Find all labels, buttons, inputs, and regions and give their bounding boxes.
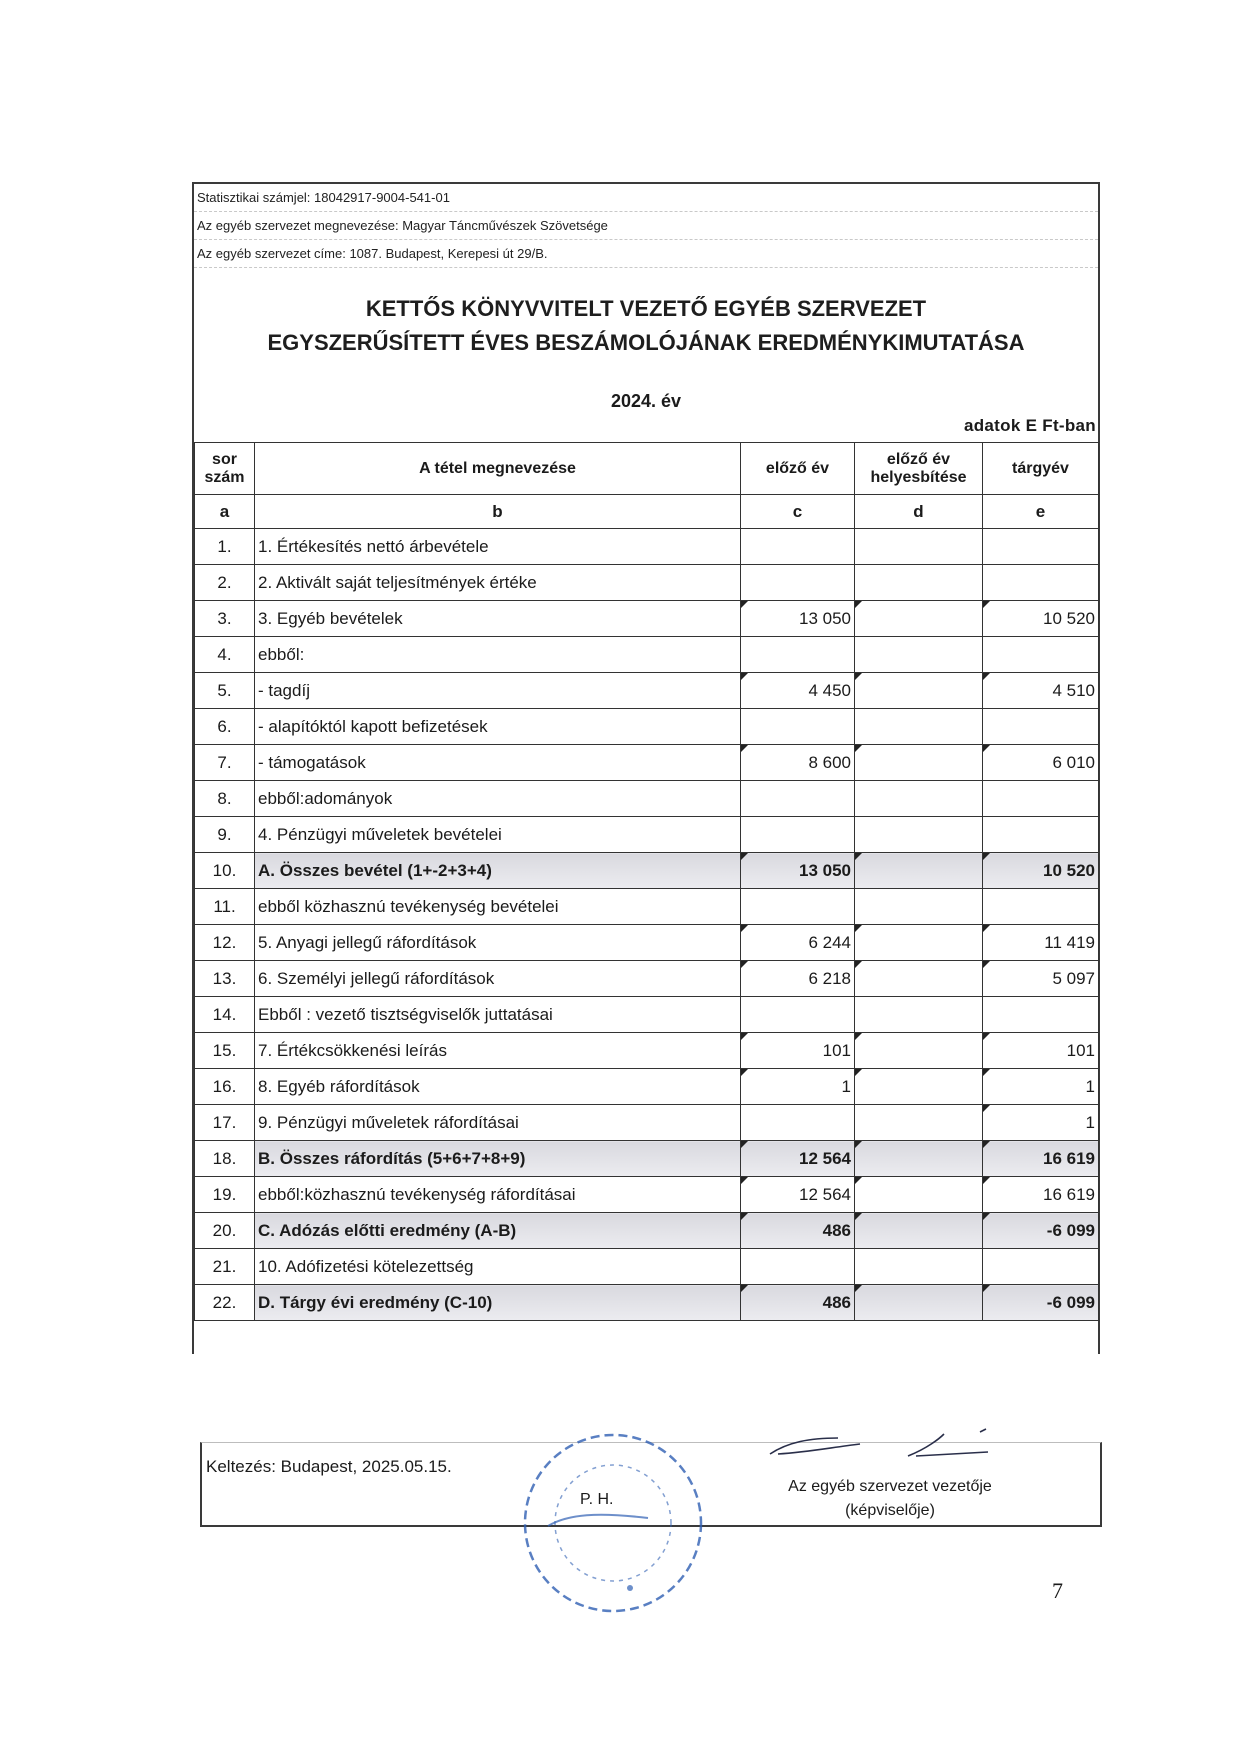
adjustment-value — [855, 925, 983, 961]
table-row — [195, 1141, 1099, 1177]
table-row — [195, 1069, 1099, 1105]
stat-number-line: Statisztikai számjel: 18042917-9004-541-01 — [194, 184, 1098, 212]
previous-year-value: 8 600 — [741, 745, 855, 781]
column-letter-b: b — [255, 495, 741, 529]
table-row — [195, 889, 1099, 925]
current-year-value — [983, 889, 1099, 925]
item-label: - alapítóktól kapott befizetések — [255, 709, 741, 745]
item-label: 2. Aktivált saját teljesítmények értéke — [255, 565, 741, 601]
table-row — [195, 1177, 1099, 1213]
adjustment-value — [855, 1141, 983, 1177]
page-number: 7 — [1052, 1578, 1063, 1603]
adjustment-value — [855, 529, 983, 565]
adjustment-value — [855, 853, 983, 889]
column-letter-row — [195, 495, 1099, 529]
table-row — [195, 925, 1099, 961]
statement-sheet — [192, 182, 1100, 1354]
previous-year-value — [741, 1249, 855, 1285]
current-year-value — [983, 529, 1099, 565]
column-header-adjustment — [855, 443, 983, 495]
previous-year-value: 12 564 — [741, 1141, 855, 1177]
organization-stamp — [508, 1418, 718, 1628]
adjustment-value — [855, 673, 983, 709]
row-number: 5. — [195, 673, 255, 709]
row-number: 17. — [195, 1105, 255, 1141]
table-row — [195, 997, 1099, 1033]
adjustment-value — [855, 1033, 983, 1069]
previous-year-value — [741, 529, 855, 565]
row-number: 3. — [195, 601, 255, 637]
adjustment-value — [855, 997, 983, 1033]
adjustment-value — [855, 889, 983, 925]
document-title-line-1: KETTŐS KÖNYVVITELT VEZETŐ EGYÉB SZERVEZET — [365, 296, 927, 321]
row-number: 13. — [195, 961, 255, 997]
current-year-value: 11 419 — [983, 925, 1099, 961]
column-header-current-year: tárgyév — [983, 443, 1099, 495]
current-year-value — [983, 997, 1099, 1033]
column-header-row-number — [195, 443, 255, 495]
item-label: - tagdíj — [255, 673, 741, 709]
previous-year-value — [741, 817, 855, 853]
adjustment-value — [855, 745, 983, 781]
table-row — [195, 1249, 1099, 1285]
column-letter-d: d — [855, 495, 983, 529]
previous-year-value: 486 — [741, 1213, 855, 1249]
current-year-value: 1 — [983, 1105, 1099, 1141]
row-number: 9. — [195, 817, 255, 853]
item-label: ebből:adományok — [255, 781, 741, 817]
current-year-value — [983, 565, 1099, 601]
adjustment-value — [855, 1213, 983, 1249]
item-label: 7. Értékcsökkenési leírás — [255, 1033, 741, 1069]
item-label: A. Összes bevétel (1+-2+3+4) — [255, 853, 741, 889]
previous-year-value: 6 244 — [741, 925, 855, 961]
table-row — [195, 601, 1099, 637]
org-name-line: Az egyéb szervezet megnevezése: Magyar Táncművészek Szövetsége — [194, 212, 1098, 240]
adjustment-value — [855, 961, 983, 997]
current-year-value: 16 619 — [983, 1141, 1099, 1177]
row-number: 22. — [195, 1285, 255, 1321]
previous-year-value: 101 — [741, 1033, 855, 1069]
previous-year-value: 12 564 — [741, 1177, 855, 1213]
item-label: 1. Értékesítés nettó árbevétele — [255, 529, 741, 565]
row-number: 18. — [195, 1141, 255, 1177]
row-number: 14. — [195, 997, 255, 1033]
current-year-value: 10 520 — [983, 853, 1099, 889]
current-year-value: 101 — [983, 1033, 1099, 1069]
previous-year-value: 486 — [741, 1285, 855, 1321]
statement-rows — [195, 529, 1099, 1321]
item-label: B. Összes ráfordítás (5+6+7+8+9) — [255, 1141, 741, 1177]
item-label: Ebből : vezető tisztségviselők juttatásai — [255, 997, 741, 1033]
row-number: 2. — [195, 565, 255, 601]
current-year-value: 6 010 — [983, 745, 1099, 781]
table-row — [195, 1213, 1099, 1249]
adjustment-value — [855, 781, 983, 817]
date-line: Keltezés: Budapest, 2025.05.15. — [206, 1457, 452, 1476]
adjustment-value — [855, 1069, 983, 1105]
column-header-sor: sor — [212, 450, 237, 468]
item-label: D. Tárgy évi eredmény (C-10) — [255, 1285, 741, 1321]
item-label: 8. Egyéb ráfordítások — [255, 1069, 741, 1105]
report-year: 2024. év — [610, 391, 682, 411]
adjustment-value — [855, 1285, 983, 1321]
table-row — [195, 1285, 1099, 1321]
previous-year-value — [741, 709, 855, 745]
table-row — [195, 529, 1099, 565]
column-header-item-name: A tétel megnevezése — [255, 443, 741, 495]
table-row — [195, 745, 1099, 781]
column-letter-a: a — [195, 495, 255, 529]
previous-year-value — [741, 565, 855, 601]
adjustment-value — [855, 1177, 983, 1213]
table-row — [195, 637, 1099, 673]
adjustment-value — [855, 817, 983, 853]
current-year-value: 10 520 — [983, 601, 1099, 637]
column-header-szam: szám — [204, 468, 245, 486]
row-number: 1. — [195, 529, 255, 565]
table-row — [195, 1105, 1099, 1141]
current-year-value: 16 619 — [983, 1177, 1099, 1213]
current-year-value — [983, 637, 1099, 673]
current-year-value — [983, 817, 1099, 853]
column-letter-e: e — [983, 495, 1099, 529]
current-year-value — [983, 709, 1099, 745]
previous-year-value: 13 050 — [741, 601, 855, 637]
row-number: 16. — [195, 1069, 255, 1105]
document-title-line-2: EGYSZERŰSÍTETT ÉVES BESZÁMOLÓJÁNAK EREDMÉNYKIMUTATÁSA — [267, 330, 1025, 355]
item-label: ebből közhasznú tevékenység bevételei — [255, 889, 741, 925]
current-year-value: 1 — [983, 1069, 1099, 1105]
item-label: 9. Pénzügyi műveletek ráfordításai — [255, 1105, 741, 1141]
previous-year-value — [741, 637, 855, 673]
adjustment-value — [855, 1105, 983, 1141]
previous-year-value: 6 218 — [741, 961, 855, 997]
org-address-line: Az egyéb szervezet címe: 1087. Budapest, Kerepesi út 29/B. — [194, 240, 1098, 268]
table-row — [195, 961, 1099, 997]
item-label: ebből: — [255, 637, 741, 673]
row-number: 10. — [195, 853, 255, 889]
table-row — [195, 817, 1099, 853]
adjustment-value — [855, 601, 983, 637]
current-year-value: 4 510 — [983, 673, 1099, 709]
item-label: 6. Személyi jellegű ráfordítások — [255, 961, 741, 997]
column-letter-c: c — [741, 495, 855, 529]
current-year-value: -6 099 — [983, 1285, 1099, 1321]
row-number: 21. — [195, 1249, 255, 1285]
table-row — [195, 565, 1099, 601]
table-row — [195, 709, 1099, 745]
row-number: 19. — [195, 1177, 255, 1213]
row-number: 15. — [195, 1033, 255, 1069]
current-year-value: -6 099 — [983, 1213, 1099, 1249]
stamp-placeholder: P. H. — [580, 1491, 614, 1508]
previous-year-value — [741, 889, 855, 925]
adjustment-value — [855, 1249, 983, 1285]
current-year-value — [983, 781, 1099, 817]
leader-caption-line-1: Az egyéb szervezet vezetője — [788, 1478, 992, 1495]
previous-year-value: 1 — [741, 1069, 855, 1105]
row-number: 20. — [195, 1213, 255, 1249]
column-header-adjustment-line-1: előző év — [886, 450, 951, 468]
column-header-previous-year: előző év — [741, 443, 855, 495]
signature-scribble — [748, 1426, 1008, 1462]
previous-year-value: 4 450 — [741, 673, 855, 709]
leader-caption — [740, 1475, 1040, 1523]
current-year-value: 5 097 — [983, 961, 1099, 997]
previous-year-value — [741, 781, 855, 817]
table-row — [195, 1033, 1099, 1069]
item-label: 5. Anyagi jellegű ráfordítások — [255, 925, 741, 961]
row-number: 12. — [195, 925, 255, 961]
table-header-row — [195, 443, 1099, 495]
item-label: C. Adózás előtti eredmény (A-B) — [255, 1213, 741, 1249]
adjustment-value — [855, 709, 983, 745]
row-number: 11. — [195, 889, 255, 925]
table-row — [195, 781, 1099, 817]
row-number: 4. — [195, 637, 255, 673]
current-year-value — [983, 1249, 1099, 1285]
item-label: 3. Egyéb bevételek — [255, 601, 741, 637]
row-number: 6. — [195, 709, 255, 745]
adjustment-value — [855, 637, 983, 673]
income-statement-table — [194, 442, 1099, 1321]
item-label: 10. Adófizetési kötelezettség — [255, 1249, 741, 1285]
item-label: 4. Pénzügyi műveletek bevételei — [255, 817, 741, 853]
leader-caption-line-2: (képviselője) — [845, 1502, 935, 1519]
unit-note: adatok E Ft-ban — [963, 416, 1096, 435]
row-number: 8. — [195, 781, 255, 817]
column-header-adjustment-line-2: helyesbítése — [870, 468, 967, 486]
table-row — [195, 853, 1099, 889]
row-number: 7. — [195, 745, 255, 781]
item-label: ebből:közhasznú tevékenység ráfordításai — [255, 1177, 741, 1213]
previous-year-value: 13 050 — [741, 853, 855, 889]
item-label: - támogatások — [255, 745, 741, 781]
table-row — [195, 673, 1099, 709]
adjustment-value — [855, 565, 983, 601]
previous-year-value — [741, 997, 855, 1033]
previous-year-value — [741, 1105, 855, 1141]
